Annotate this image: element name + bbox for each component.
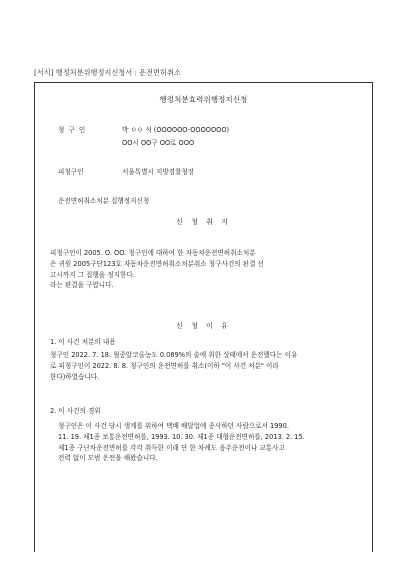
purpose-line: 피청구인이 2005. O. OO. 청구인에 대하여 한 자동차운전면허취소처분 xyxy=(50,249,256,257)
purpose-line: 라는 판결을 구합니다. xyxy=(50,281,114,290)
section1-heading: 1. 이 사건 처분의 내용 xyxy=(50,338,116,346)
applicant-label: 청 구 인 xyxy=(58,126,87,134)
section2-line: 제1종 구난차운전면허를 각각 취득한 이래 단 한 차례도 음주운전이나 교통사고 xyxy=(58,443,285,452)
document-title: 행정처분효력위행정지신청 xyxy=(159,95,248,104)
document-frame xyxy=(34,82,373,552)
respondent-label: 피청구인 xyxy=(58,168,84,176)
reason-heading: 신 청 이 유 xyxy=(176,322,231,330)
section2-line: 전력 없이 모범 운전을 해왔습니다. xyxy=(58,454,158,463)
purpose-body xyxy=(50,248,368,291)
applicant-name: 박 ㅇㅇ 석 (OOOOOO-OOOOOOO) xyxy=(122,126,230,134)
case-subject: 운전면허취소처분 집행정지신청 xyxy=(58,197,150,205)
section1-body xyxy=(50,350,368,382)
applicant-address: OO시 OO구 OO로 OOO xyxy=(122,139,195,147)
section1-line: 청구인 2022. 7. 18. 혈중알코올농도 0.089%의 술에 취한 상태에서 운전했다는 이유 xyxy=(50,351,298,359)
form-header: [서식] 행정처분위행정지신청서 : 운전면허취소 xyxy=(34,68,181,77)
section2-line: 11. 19. 제1종 보통운전면허를, 1993. 10. 30. 제1종 대형운전면허를, 2013. 2. 15. xyxy=(58,432,305,441)
section2-line: 청구인은 이 사건 당시 생계를 위하여 택배 배달업에 종사하던 사람으로서 1990. xyxy=(58,422,289,430)
section1-line: 한다)하였습니다. xyxy=(50,372,100,381)
section2-heading: 2. 이 사건의 경위 xyxy=(50,407,101,415)
respondent-name: 서울특별시 지방경찰청장 xyxy=(122,168,195,176)
section1-line: 로 피청구인이 2022. 8. 8. 청구인의 운전면허를 취소(이하 "이 사건 처분" 이라 xyxy=(50,361,279,370)
section2-body xyxy=(58,421,376,464)
purpose-heading: 신 청 취 지 xyxy=(176,218,231,226)
purpose-line: 은 귀원 2005구단123호 자동차운전면허취소처분취소 청구사건의 판결 선 xyxy=(50,259,264,268)
purpose-line: 고시까지 그 집행을 정지한다. xyxy=(50,270,135,279)
